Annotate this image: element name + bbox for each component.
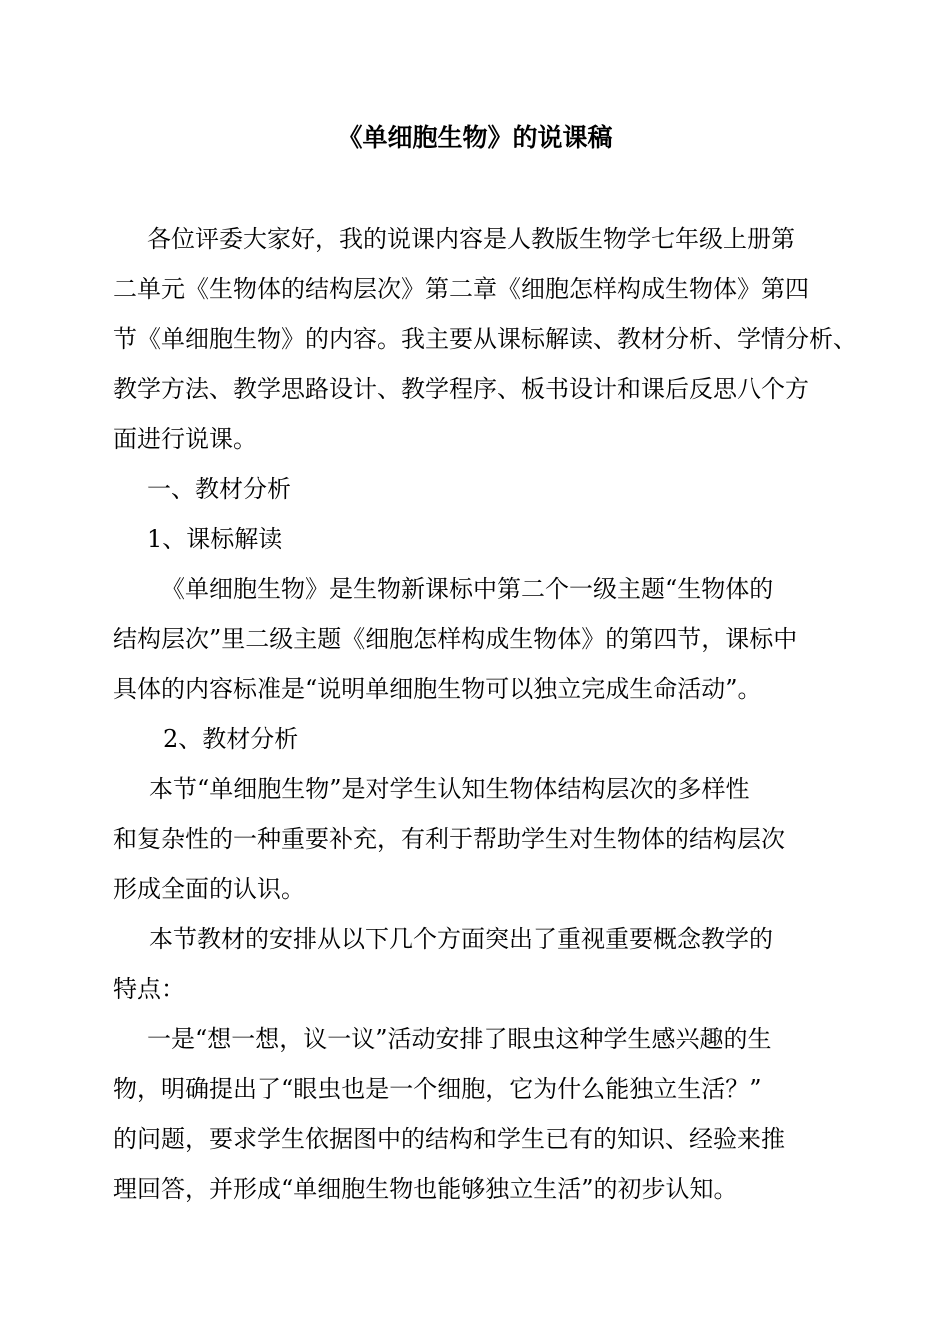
paragraph <box>113 464 838 514</box>
paragraph-line: 理回答，并形成“单细胞生物也能够独立生活”的初步认知。 <box>113 1175 738 1203</box>
paragraph-line: 教学方法、教学思路设计、教学程序、板书设计和课后反思八个方 <box>113 375 809 403</box>
paragraph-line: 特点： <box>113 975 185 1003</box>
paragraph-line: 的问题，要求学生依据图中的结构和学生已有的知识、经验来推 <box>113 1125 785 1153</box>
document-title: 《单细胞生物》的说课稿 <box>337 123 613 152</box>
paragraph-line: 面进行说课。 <box>113 425 257 453</box>
paragraph <box>113 514 838 564</box>
paragraph-line: 本节“单细胞生物”是对学生认知生物体结构层次的多样性 <box>149 775 750 803</box>
document-body <box>113 214 857 1214</box>
paragraph <box>113 564 838 714</box>
paragraph <box>113 714 838 764</box>
paragraph-line: 结构层次”里二级主题《细胞怎样构成生物体》的第四节，课标中 <box>113 625 798 653</box>
paragraph-line: 2、教材分析 <box>163 725 299 753</box>
paragraph-line: 《单细胞生物》是生物新课标中第二个一级主题“生物体的 <box>161 575 774 603</box>
paragraph <box>113 914 838 1014</box>
paragraph-line: 一是“想一想，议一议”活动安排了眼虫这种学生感兴趣的生 <box>147 1025 772 1053</box>
paragraph <box>113 1014 838 1214</box>
paragraph-line: 和复杂性的一种重要补充，有利于帮助学生对生物体的结构层次 <box>113 825 785 853</box>
paragraph-line: 节《单细胞生物》的内容。我主要从课标解读、教材分析、学情分析、 <box>113 325 857 353</box>
paragraph-line: 物，明确提出了“眼虫也是一个细胞，它为什么能独立生活？” <box>113 1075 762 1103</box>
paragraph-line: 具体的内容标准是“说明单细胞生物可以独立完成生命活动”。 <box>113 675 762 703</box>
paragraph-line: 二单元《生物体的结构层次》第二章《细胞怎样构成生物体》第四 <box>113 275 809 303</box>
paragraph-line: 各位评委大家好，我的说课内容是人教版生物学七年级上册第 <box>147 225 795 253</box>
paragraph-line: 一、教材分析 <box>147 475 291 503</box>
paragraph-line: 1、课标解读 <box>147 525 283 553</box>
paragraph <box>113 764 838 914</box>
paragraph-line: 形成全面的认识。 <box>113 875 305 903</box>
paragraph <box>113 214 857 464</box>
paragraph-line: 本节教材的安排从以下几个方面突出了重视重要概念教学的 <box>149 925 773 953</box>
